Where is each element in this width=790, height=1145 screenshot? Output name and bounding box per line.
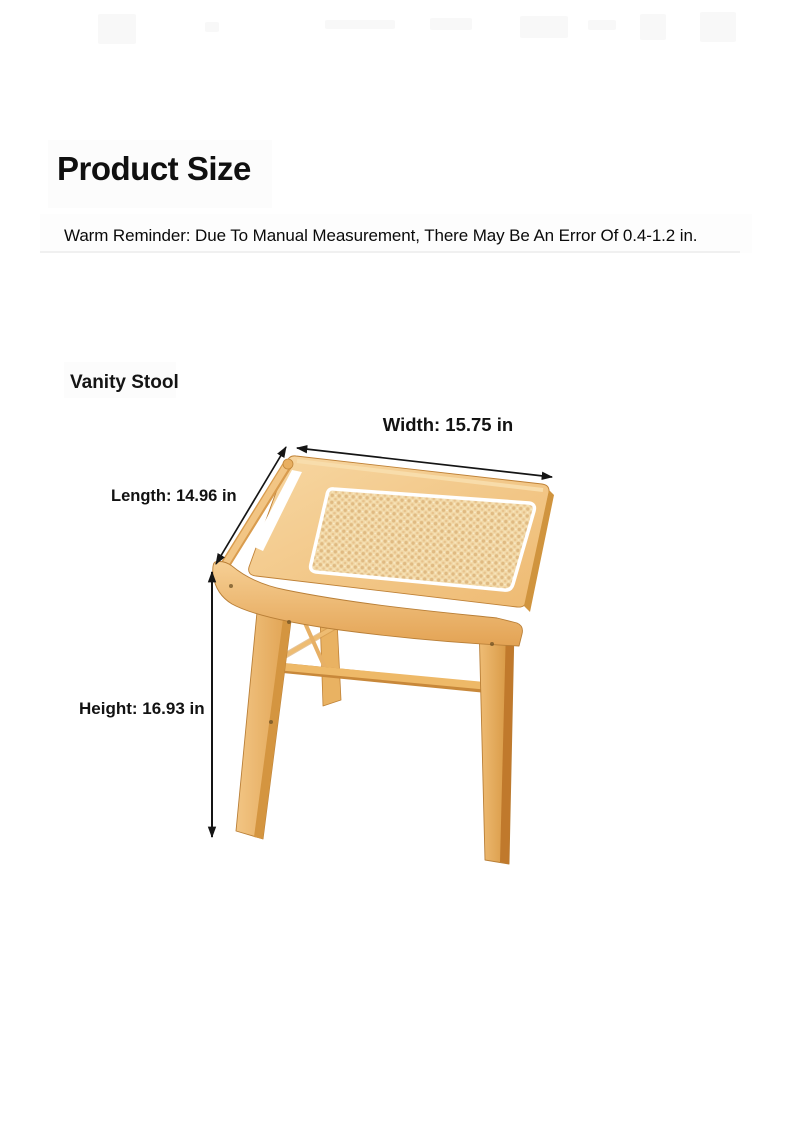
page-title: Product Size <box>57 150 251 187</box>
product-name-label: Vanity Stool <box>70 372 179 393</box>
stool-legs <box>236 612 514 864</box>
title-background <box>48 140 272 208</box>
measurement-disclaimer: Warm Reminder: Due To Manual Measurement, There May Be An Error Of 0.4-1.2 in. <box>64 226 698 245</box>
divider-line <box>40 251 740 253</box>
length-dimension-label: Length: 14.96 in <box>111 487 237 505</box>
stool-illustration <box>60 430 620 890</box>
height-dimension-label: Height: 16.93 in <box>79 699 205 718</box>
rattan-seat-panel <box>311 489 535 590</box>
width-dimension-label: Width: 15.75 in <box>382 414 514 435</box>
